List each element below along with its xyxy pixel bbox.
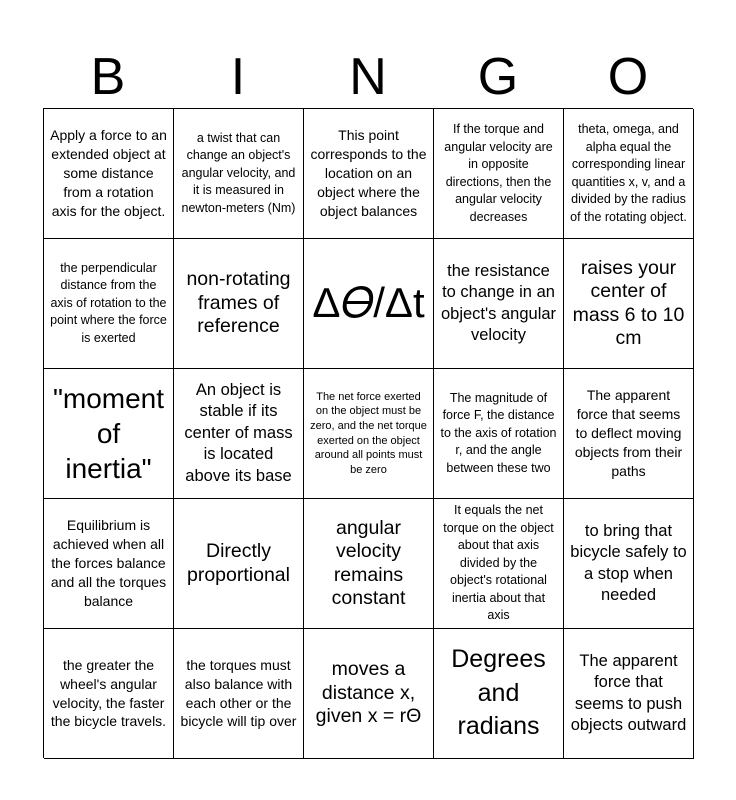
- cell-text: Apply a force to an extended object at some distance from a rotation axis for the object.: [50, 127, 167, 219]
- cell-text: If the torque and angular velocity are in opposite directions, then the angular velocity decreases: [444, 122, 553, 224]
- bingo-cell-r5-c5[interactable]: [564, 629, 694, 759]
- bingo-header: [43, 46, 693, 108]
- bingo-cell-r5-c2[interactable]: [174, 629, 304, 759]
- bingo-cell-r3-c3[interactable]: [304, 369, 434, 499]
- cell-text: the resistance to change in an object's angular velocity: [440, 261, 557, 344]
- bingo-cell-r2-c2[interactable]: [174, 239, 304, 369]
- cell-text: the torques must also balance with each other or the bicycle will tip over: [180, 656, 297, 730]
- bingo-cell-r3-c1[interactable]: [44, 369, 174, 499]
- cell-text: non-rotating frames of reference: [186, 268, 291, 338]
- cell-text: The apparent force that seems to push objects outward: [570, 651, 687, 734]
- bingo-cell-r2-c3[interactable]: [304, 239, 434, 369]
- header-letter-n: N: [349, 48, 387, 106]
- bingo-cell-r4-c5[interactable]: [564, 499, 694, 629]
- cell-text: Equilibrium is achieved when all the forces balance and all the torques balance: [50, 517, 167, 609]
- bingo-cell-r2-c5[interactable]: [564, 239, 694, 369]
- bingo-cell-r2-c4[interactable]: [434, 239, 564, 369]
- header-letter-o: O: [607, 48, 649, 106]
- bingo-cell-r4-c4[interactable]: [434, 499, 564, 629]
- cell-text: Δ𝛳/Δt: [312, 279, 425, 327]
- cell-text: the perpendicular distance from the axis of rotation to the point where the force is exerted: [50, 260, 167, 345]
- bingo-cell-r4-c2[interactable]: [174, 499, 304, 629]
- cell-text: a twist that can change an object's angular velocity, and it is measured in newton-meters (Nm): [181, 130, 296, 215]
- header-letter-i: I: [230, 48, 246, 106]
- bingo-cell-r4-c1[interactable]: [44, 499, 174, 629]
- bingo-cell-r5-c4[interactable]: [434, 629, 564, 759]
- cell-text: the greater the wheel's angular velocity, the faster the bicycle travels.: [50, 656, 167, 730]
- bingo-cell-r1-c4[interactable]: [434, 109, 564, 239]
- cell-text: Degrees and radians: [451, 644, 546, 741]
- cell-text: theta, omega, and alpha equal the corresponding linear quantities x, v, and a divided by the radius of the rotating object.: [570, 122, 687, 224]
- bingo-cell-r1-c5[interactable]: [564, 109, 694, 239]
- bingo-cell-r1-c2[interactable]: [174, 109, 304, 239]
- cell-text: to bring that bicycle safely to a stop when needed: [570, 521, 687, 604]
- bingo-cell-r3-c5[interactable]: [564, 369, 694, 499]
- cell-text: The apparent force that seems to deflect moving objects from their paths: [574, 387, 683, 479]
- cell-text: Directly proportional: [187, 540, 290, 586]
- cell-text: angular velocity remains constant: [331, 516, 406, 609]
- cell-text: The net force exerted on the object must be zero, and the net torque exerted on the object around all points must be zero: [310, 390, 427, 476]
- header-letter-g: G: [477, 48, 519, 106]
- cell-text: moves a distance x, given x = rΘ: [315, 658, 422, 728]
- bingo-cell-r5-c3[interactable]: [304, 629, 434, 759]
- bingo-cell-r1-c1[interactable]: [44, 109, 174, 239]
- cell-text: raises your center of mass 6 to 10 cm: [572, 256, 685, 349]
- bingo-cell-r5-c1[interactable]: [44, 629, 174, 759]
- bingo-card-grid: [43, 108, 693, 758]
- bingo-cell-r1-c3[interactable]: [304, 109, 434, 239]
- cell-text: An object is stable if its center of mass is located above its base: [184, 380, 293, 485]
- cell-text: It equals the net torque on the object about that axis divided by the object's rotational inertia about that axis: [443, 503, 554, 623]
- bingo-cell-r2-c1[interactable]: [44, 239, 174, 369]
- cell-text: "moment of inertia": [52, 383, 165, 484]
- cell-text: This point corresponds to the location on an object where the object balances: [310, 127, 427, 219]
- header-letter-b: B: [90, 48, 126, 106]
- bingo-cell-r3-c2[interactable]: [174, 369, 304, 499]
- bingo-cell-r4-c3[interactable]: [304, 499, 434, 629]
- bingo-cell-r3-c4[interactable]: [434, 369, 564, 499]
- cell-text: The magnitude of force F, the distance to the axis of rotation r, and the angle between these two: [440, 390, 557, 475]
